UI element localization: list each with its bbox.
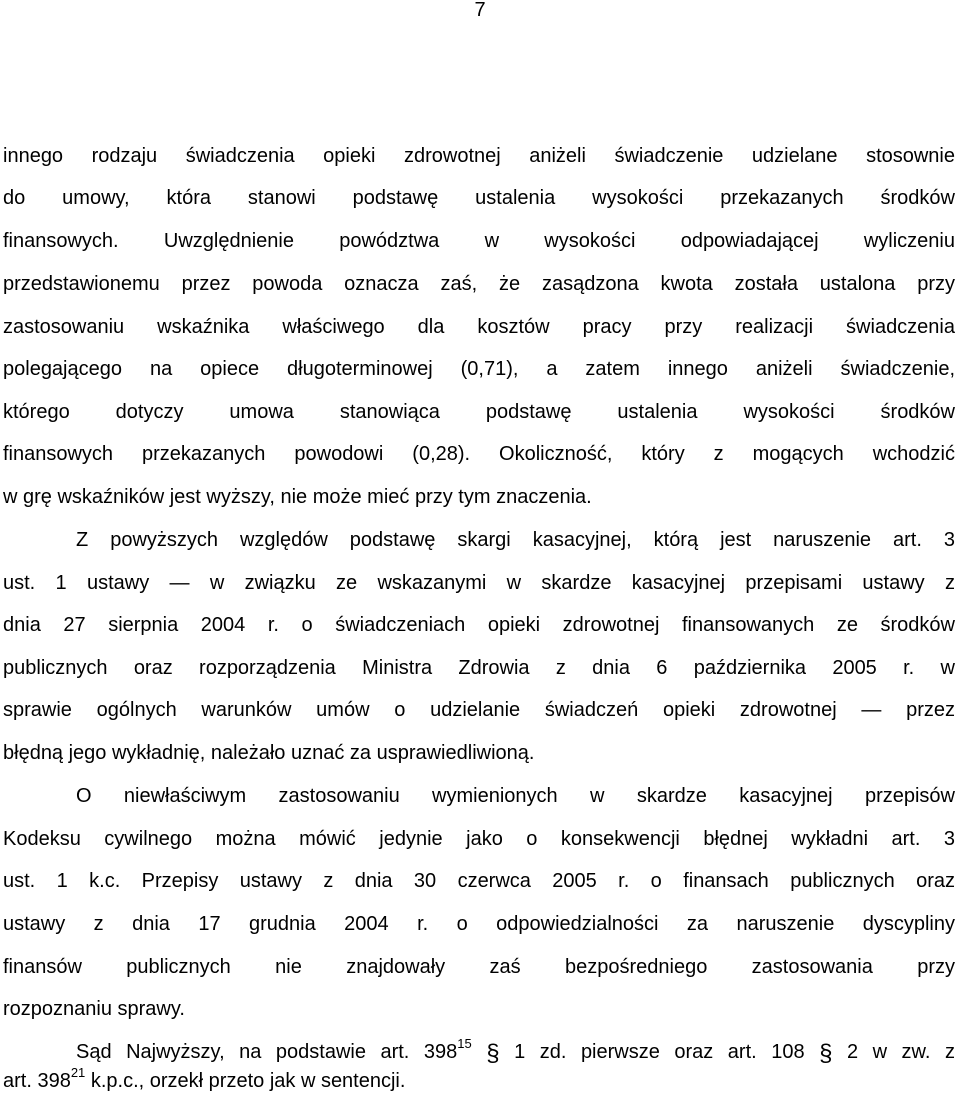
text-line: do umowy, która stanowi podstawę ustalenia wysokości przekazanych środków <box>3 187 955 209</box>
section-sign: § <box>819 1040 833 1067</box>
text-line: Kodeksu cywilnego można mówić jedynie jako o konsekwencji błędnej wykładni art. 3 <box>3 828 955 850</box>
text-line: którego dotyczy umowa stanowiąca podstawę ustalenia wysokości środków <box>3 401 955 423</box>
text-line: błędną jego wykładnię, należało uznać za usprawiedliwioną. <box>3 742 535 764</box>
text-line: finansowych przekazanych powodowi (0,28). Okoliczność, który z mogących wchodzić <box>3 443 955 465</box>
text-segment: k.p.c., orzekł przeto jak w sentencji. <box>90 1070 406 1092</box>
section-sign: § <box>486 1040 500 1067</box>
text-segment: 1 zd. pierwsze oraz art. 108 <box>514 1041 805 1063</box>
text-line: ust. 1 k.c. Przepisy ustawy z dnia 30 czerwca 2005 r. o finansach publicznych oraz <box>3 870 955 892</box>
text-line: Z powyższych względów podstawę skargi kasacyjnej, którą jest naruszenie art. 3 <box>76 529 955 551</box>
text-segment: art. 398 <box>3 1070 71 1092</box>
text-segment: Sąd Najwyższy, na podstawie art. 398 <box>76 1041 458 1063</box>
text-line: zastosowaniu wskaźnika właściwego dla kosztów pracy przy realizacji świadczenia <box>3 316 955 338</box>
article-superscript: 21 <box>70 1065 86 1081</box>
text-line: dnia 27 sierpnia 2004 r. o świadczeniach opieki zdrowotnej finansowanych ze środków <box>3 614 955 636</box>
text-line: ust. 1 ustawy — w związku ze wskazanymi w skardze kasacyjnej przepisami ustawy z <box>3 572 955 594</box>
text-line: sprawie ogólnych warunków umów o udzielanie świadczeń opieki zdrowotnej — przez <box>3 699 955 721</box>
text-segment: 2 w zw. z <box>846 1041 955 1063</box>
text-line-legal-basis <box>3 1065 955 1093</box>
text-line: finansów publicznych nie znajdowały zaś bezpośredniego zastosowania przy <box>3 956 955 978</box>
text-line: w grę wskaźników jest wyższy, nie może mieć przy tym znaczenia. <box>3 486 592 508</box>
text-line: polegającego na opiece długoterminowej (0,71), a zatem innego aniżeli świadczenie, <box>3 358 955 380</box>
text-line: innego rodzaju świadczenia opieki zdrowotnej aniżeli świadczenie udzielane stosownie <box>3 145 955 167</box>
text-line: finansowych. Uwzględnienie powództwa w wysokości odpowiadającej wyliczeniu <box>3 230 955 252</box>
text-line: ustawy z dnia 17 grudnia 2004 r. o odpowiedzialności za naruszenie dyscypliny <box>3 913 955 935</box>
text-line: przedstawionemu przez powoda oznacza zaś, że zasądzona kwota została ustalona przy <box>3 273 955 295</box>
text-line: rozpoznaniu sprawy. <box>3 998 185 1020</box>
article-superscript: 15 <box>457 1036 472 1052</box>
page-number: 7 <box>474 0 486 21</box>
text-line-legal-basis <box>76 1036 955 1067</box>
text-line: publicznych oraz rozporządzenia Ministra Zdrowia z dnia 6 października 2005 r. w <box>3 657 955 679</box>
text-line: O niewłaściwym zastosowaniu wymienionych w skardze kasacyjnej przepisów <box>76 785 955 807</box>
